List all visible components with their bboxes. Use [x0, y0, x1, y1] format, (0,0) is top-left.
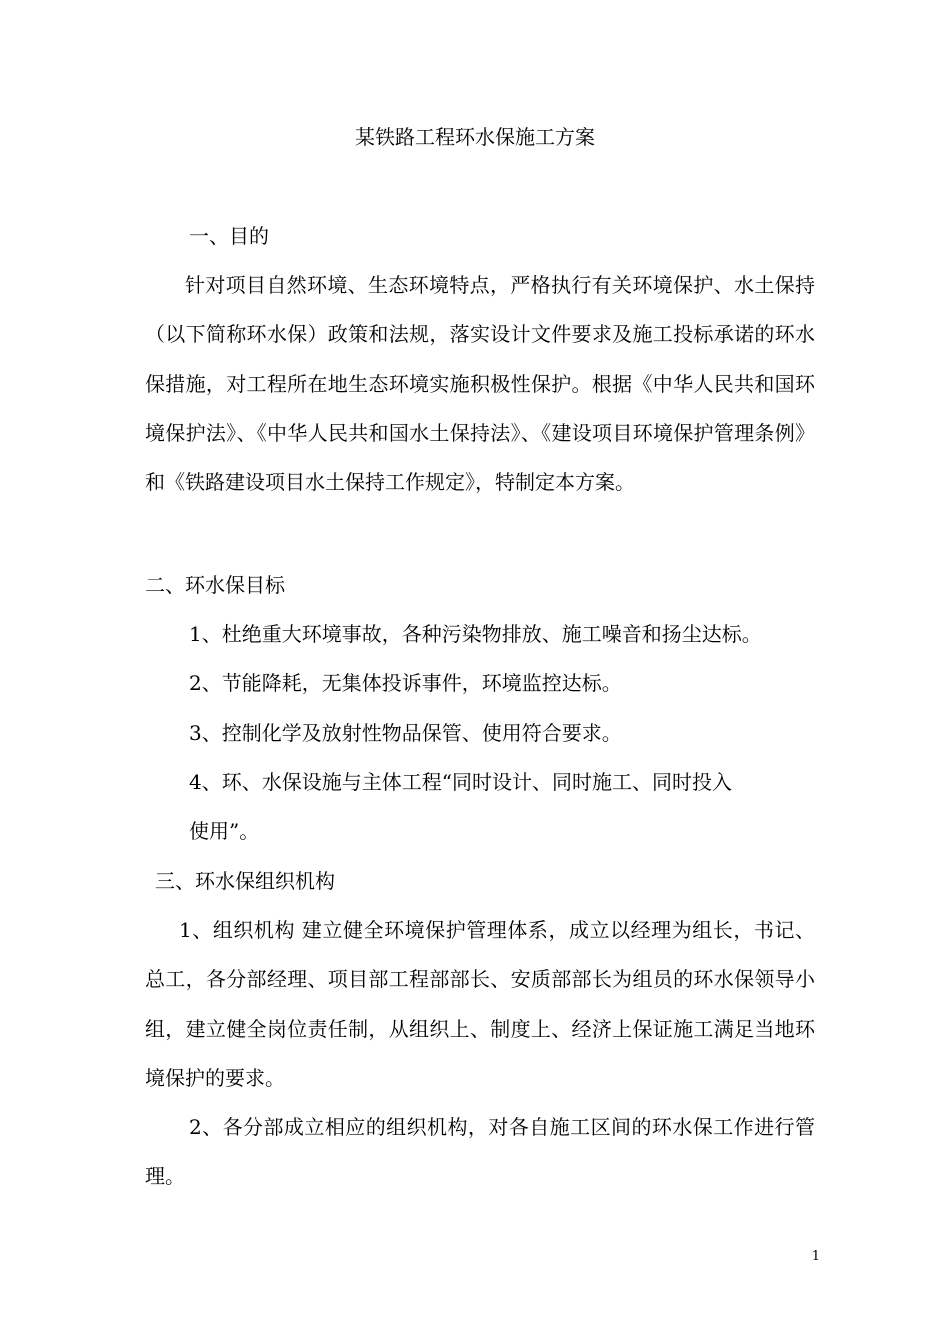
goal-item-2: 2、节能降耗，无集体投诉事件，环境监控达标。 — [189, 671, 622, 696]
organization-item-1: 1、组织机构 建立健全环境保护管理体系，成立以经理为组长，书记、总工，各分部经理、项目部工程部部长、安质部部长为组员的环水保领导小组，建立健全岗位责任制，从组织上、制度上、经济上保证施工满足当地环境保护的要求。 — [145, 918, 815, 1090]
document-title: 某铁路工程环水保施工方案 — [355, 125, 595, 149]
goal-item-1: 1、杜绝重大环境事故，各种污染物排放、施工噪音和扬尘达标。 — [189, 622, 762, 647]
paragraph-purpose: 针对项目自然环境、生态环境特点，严格执行有关环境保护、水土保持（以下简称环水保）政策和法规，落实设计文件要求及施工投标承诺的环水保措施，对工程所在地生态环境实施积极性保护。根据《中华人民共和国环境保护法》、《中华人民共和国水土保持法》、《建设项目环境保护管理条例》和《铁路建设项目水土保持工作规定》，特制定本方案。 — [145, 273, 815, 495]
goal-item-4: 4、环、水保设施与主体工程“同时设计、同时施工、同时投入 — [189, 769, 732, 794]
section-organization — [145, 857, 815, 1201]
section-heading-goals: 二、环水保目标 — [145, 573, 285, 597]
organization-item-2: 2、各分部成立相应的组织机构，对各自施工区间的环水保工作进行管理。 — [145, 1115, 815, 1189]
section-heading-purpose: 一、目的 — [189, 224, 269, 248]
section-heading-organization: 三、环水保组织机构 — [155, 869, 335, 893]
goal-item-3: 3、控制化学及放射性物品保管、使用符合要求。 — [189, 720, 622, 745]
section-goals — [145, 561, 815, 856]
goal-item-4-continued: 使用”。 — [189, 819, 260, 844]
section-purpose — [145, 212, 815, 507]
page-number: 1 — [811, 1249, 820, 1264]
